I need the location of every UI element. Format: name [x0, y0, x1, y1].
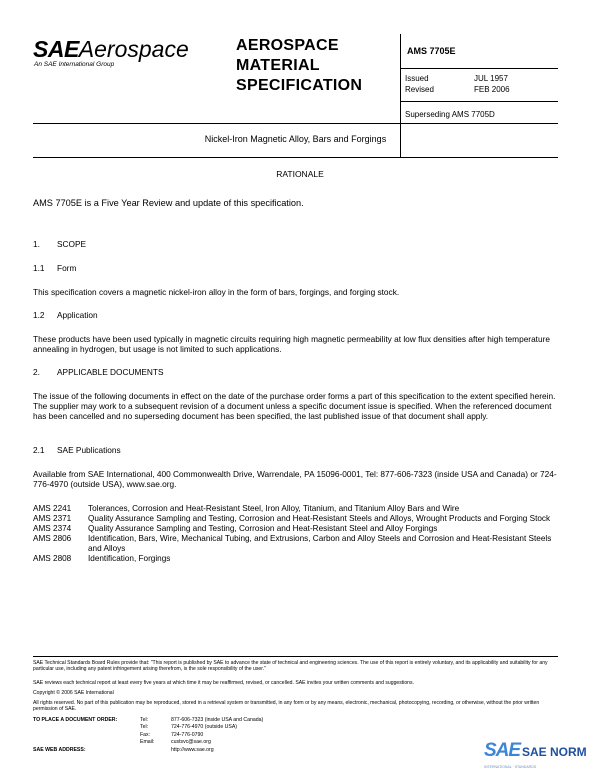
reference-code: AMS 2241 — [33, 504, 72, 513]
issued-label: Issued — [405, 74, 429, 83]
fax-value: 724-776-0790 — [171, 731, 204, 738]
title-line-2: MATERIAL — [236, 57, 320, 74]
email-label: Email: — [140, 739, 155, 746]
contact-row — [33, 732, 433, 739]
reference-title: Identification, Forgings — [88, 554, 171, 563]
badge-sae-logo: SAE — [484, 740, 521, 761]
sae-norm-badge — [484, 740, 587, 770]
contact-row — [33, 747, 433, 754]
revised-value: FEB 2006 — [474, 85, 510, 94]
web-label: SAE WEB ADDRESS: — [33, 746, 86, 753]
documents-paragraph: The issue of the following documents in effect on the date of the purchase order forms a part of this specification to the extent specified herein. The supplier may work to a subsequent revision of a document unless a specific document issue is specified. When the referenced document has been cancelled and no superseding document has been specified, the last published issue of that document shall apply. — [33, 391, 556, 421]
fax-label: Fax: — [140, 731, 151, 738]
footer-copyright: Copyright © 2006 SAE International — [33, 690, 114, 696]
footer-rules: SAE Technical Standards Board Rules provide that: "This report is published by SAE to advance the state of technical and engineering sciences. The use of this report is entirely voluntary, and its applicability and suitability for any particular use, including any patent infringement arising therefrom, is the sole responsibility of the user." — [33, 660, 548, 673]
section-number: 1.1 — [33, 263, 45, 273]
section-number: 1. — [33, 239, 40, 249]
footer-divider — [33, 656, 558, 657]
section-title: APPLICABLE DOCUMENTS — [57, 367, 164, 377]
section-publications-heading — [33, 445, 558, 455]
reference-item — [33, 504, 558, 514]
title-line-3: SPECIFICATION — [236, 77, 363, 94]
reference-title: Tolerances, Corrosion and Heat-Resistant Steel, Iron Alloy, Titanium, and Titanium Alloy Bars and Wire — [88, 504, 460, 513]
sae-aerospace-logo — [33, 36, 223, 96]
revised-label: Revised — [405, 85, 434, 94]
issue-dates — [401, 74, 558, 96]
header-divider-1 — [401, 68, 558, 69]
contact-row — [33, 724, 433, 731]
document-subject: Nickel-Iron Magnetic Alloy, Bars and Forgings — [204, 134, 387, 144]
section-number: 2.1 — [33, 445, 45, 455]
superseding-note: Superseding AMS 7705D — [405, 110, 495, 119]
ams-number: AMS 7705E — [407, 46, 456, 56]
logo-sae-text: SAE — [33, 36, 79, 62]
publications-paragraph: Available from SAE International, 400 Commonwealth Drive, Warrendale, PA 15096-0001, Tel: 877-606-7323 (inside USA and Canada) or 724-776-4970 (outside USA), www.sae.org. — [33, 469, 557, 489]
issued-value: JUL 1957 — [474, 74, 508, 83]
document-type-title — [236, 36, 396, 96]
section-scope-heading — [33, 239, 558, 249]
logo-subtitle: An SAE International Group — [34, 61, 115, 68]
web-link[interactable]: http://www.sae.org — [171, 746, 214, 753]
ams-number-box — [401, 34, 558, 68]
header-divider-bottom — [33, 157, 558, 158]
section-title: Application — [57, 310, 98, 320]
section-application-heading — [33, 310, 558, 320]
section-title: SAE Publications — [57, 445, 121, 455]
contact-row — [33, 739, 433, 746]
tel-value: 877-606-7323 (inside USA and Canada) — [171, 717, 264, 723]
reference-code: AMS 2806 — [33, 534, 72, 543]
rationale-heading: RATIONALE — [276, 169, 324, 179]
spec-header — [33, 34, 558, 157]
section-form-heading — [33, 263, 558, 273]
reference-title: Quality Assurance Sampling and Testing, Corrosion and Heat-Resistant Steels and Alloys, Wrought Products and Forging Stock — [88, 514, 551, 523]
revised-row — [401, 85, 558, 96]
section-number: 1.2 — [33, 310, 45, 320]
header-divider-2 — [401, 101, 558, 102]
rationale-text: AMS 7705E is a Five Year Review and update of this specification. — [33, 198, 304, 208]
reference-code: AMS 2374 — [33, 524, 72, 533]
email-link[interactable]: custsvc@sae.org — [171, 739, 211, 746]
badge-subtitle: INTERNATIONAL · STANDARDS — [484, 765, 537, 769]
order-contact-block — [33, 717, 433, 754]
issued-row — [401, 74, 558, 85]
footer-review: SAE reviews each technical report at least every five years at which time it may be reaffirmed, revised, or cancelled. SAE invites your written comments and suggestions. — [33, 680, 414, 686]
reference-item — [33, 554, 558, 564]
order-label: TO PLACE A DOCUMENT ORDER: — [33, 717, 118, 723]
reference-code: AMS 2371 — [33, 514, 72, 523]
title-line-1: AEROSPACE — [236, 37, 339, 54]
reference-title: Identification, Bars, Wire, Mechanical Tubing, and Extrusions, Carbon and Alloy Steels and Corrosion and Heat-Resistant Steels and Alloys — [88, 534, 552, 553]
reference-item — [33, 524, 558, 534]
section-title: SCOPE — [57, 239, 87, 249]
reference-item — [33, 514, 558, 524]
application-paragraph: These products have been used typically in magnetic circuits requiring high magnetic permeability at low flux densities after high temperature annealing in hydrogen, but usage is not limited to such applications. — [33, 334, 550, 354]
section-documents-heading — [33, 367, 558, 377]
reference-title: Quality Assurance Sampling and Testing, Corrosion and Heat-Resistant Steel and Alloy Forgings — [88, 524, 438, 533]
footer-rights: All rights reserved. No part of this publication may be reproduced, stored in a retrieval system or transmitted, in any form or by any means, electronic, mechanical, photocopying, recording, or otherwise, without the prior written permission of SAE. — [33, 700, 540, 713]
form-paragraph: This specification covers a magnetic nickel-iron alloy in the form of bars, forgings, and forging stock. — [33, 287, 400, 297]
contact-row — [33, 717, 433, 724]
logo-aerospace-text: Aerospace — [78, 36, 189, 62]
tel2-label: Tel: — [140, 724, 149, 731]
header-divider-full — [33, 123, 558, 124]
badge-norm-text: SAE NORM — [522, 745, 587, 759]
section-number: 2. — [33, 367, 40, 377]
reference-list — [33, 504, 558, 564]
section-title: Form — [57, 263, 77, 273]
tel2-value: 724-776-4970 (outside USA) — [171, 724, 238, 731]
reference-item — [33, 534, 558, 554]
tel-label: Tel: — [140, 717, 149, 723]
reference-code: AMS 2808 — [33, 554, 72, 563]
